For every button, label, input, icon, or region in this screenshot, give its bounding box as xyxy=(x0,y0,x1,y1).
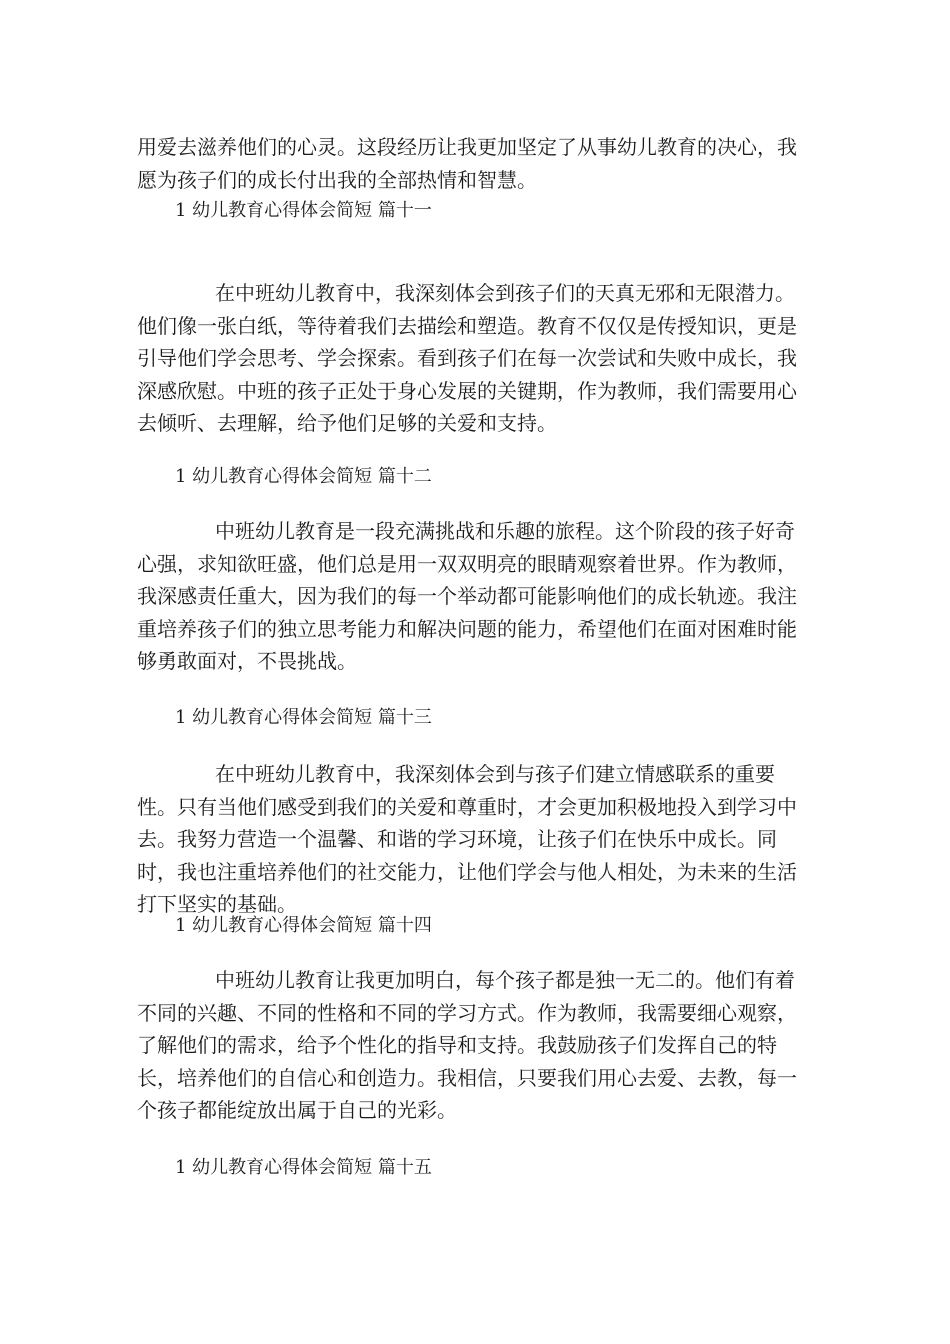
section-body-12: 中班幼儿教育是一段充满挑战和乐趣的旅程。这个阶段的孩子好奇心强，求知欲旺盛，他们总是用一双双明亮的眼睛观察着世界。作为教师，我深感责任重大，因为我们的每一个举动都可能影响他们的成长轨迹。我注重培养孩子们的独立思考能力和解决问题的能力，希望他们在面对困难时能够勇敢面对，不畏挑战。 xyxy=(137,519,797,673)
intro-paragraph: 用爱去滋养他们的心灵。这段经历让我更加坚定了从事幼儿教育的决心，我愿为孩子们的成长付出我的全部热情和智慧。 xyxy=(137,135,797,192)
section-body-11: 在中班幼儿教育中，我深刻体会到孩子们的天真无邪和无限潜力。他们像一张白纸，等待着我们去描绘和塑造。教育不仅仅是传授知识，更是引导他们学会思考、学会探索。看到孩子们在每一次尝试和失败中成长，我深感欣慰。中班的孩子正处于身心发展的关键期，作为教师，我们需要用心去倾听、去理解，给予他们足够的关爱和支持。 xyxy=(137,281,797,435)
section-heading-15: 1 幼儿教育心得体会简短 篇十五 xyxy=(175,1157,432,1178)
section-heading-11: 1 幼儿教育心得体会简短 篇十一 xyxy=(175,200,432,221)
section-heading-12: 1 幼儿教育心得体会简短 篇十二 xyxy=(175,466,432,487)
section-body-14: 中班幼儿教育让我更加明白，每个孩子都是独一无二的。他们有着不同的兴趣、不同的性格和不同的学习方式。作为教师，我需要细心观察，了解他们的需求，给予个性化的指导和支持。我鼓励孩子们发挥自己的特长，培养他们的自信心和创造力。我相信，只要我们用心去爱、去教，每一个孩子都能绽放出属于自己的光彩。 xyxy=(137,968,797,1122)
section-heading-13: 1 幼儿教育心得体会简短 篇十三 xyxy=(175,707,432,728)
section-heading-14: 1 幼儿教育心得体会简短 篇十四 xyxy=(175,915,432,936)
section-body-13: 在中班幼儿教育中，我深刻体会到与孩子们建立情感联系的重要性。只有当他们感受到我们的关爱和尊重时，才会更加积极地投入到学习中去。我努力营造一个温馨、和谐的学习环境，让孩子们在快乐中成长。同时，我也注重培养他们的社交能力，让他们学会与他人相处，为未来的生活打下坚实的基础。 xyxy=(137,762,797,916)
